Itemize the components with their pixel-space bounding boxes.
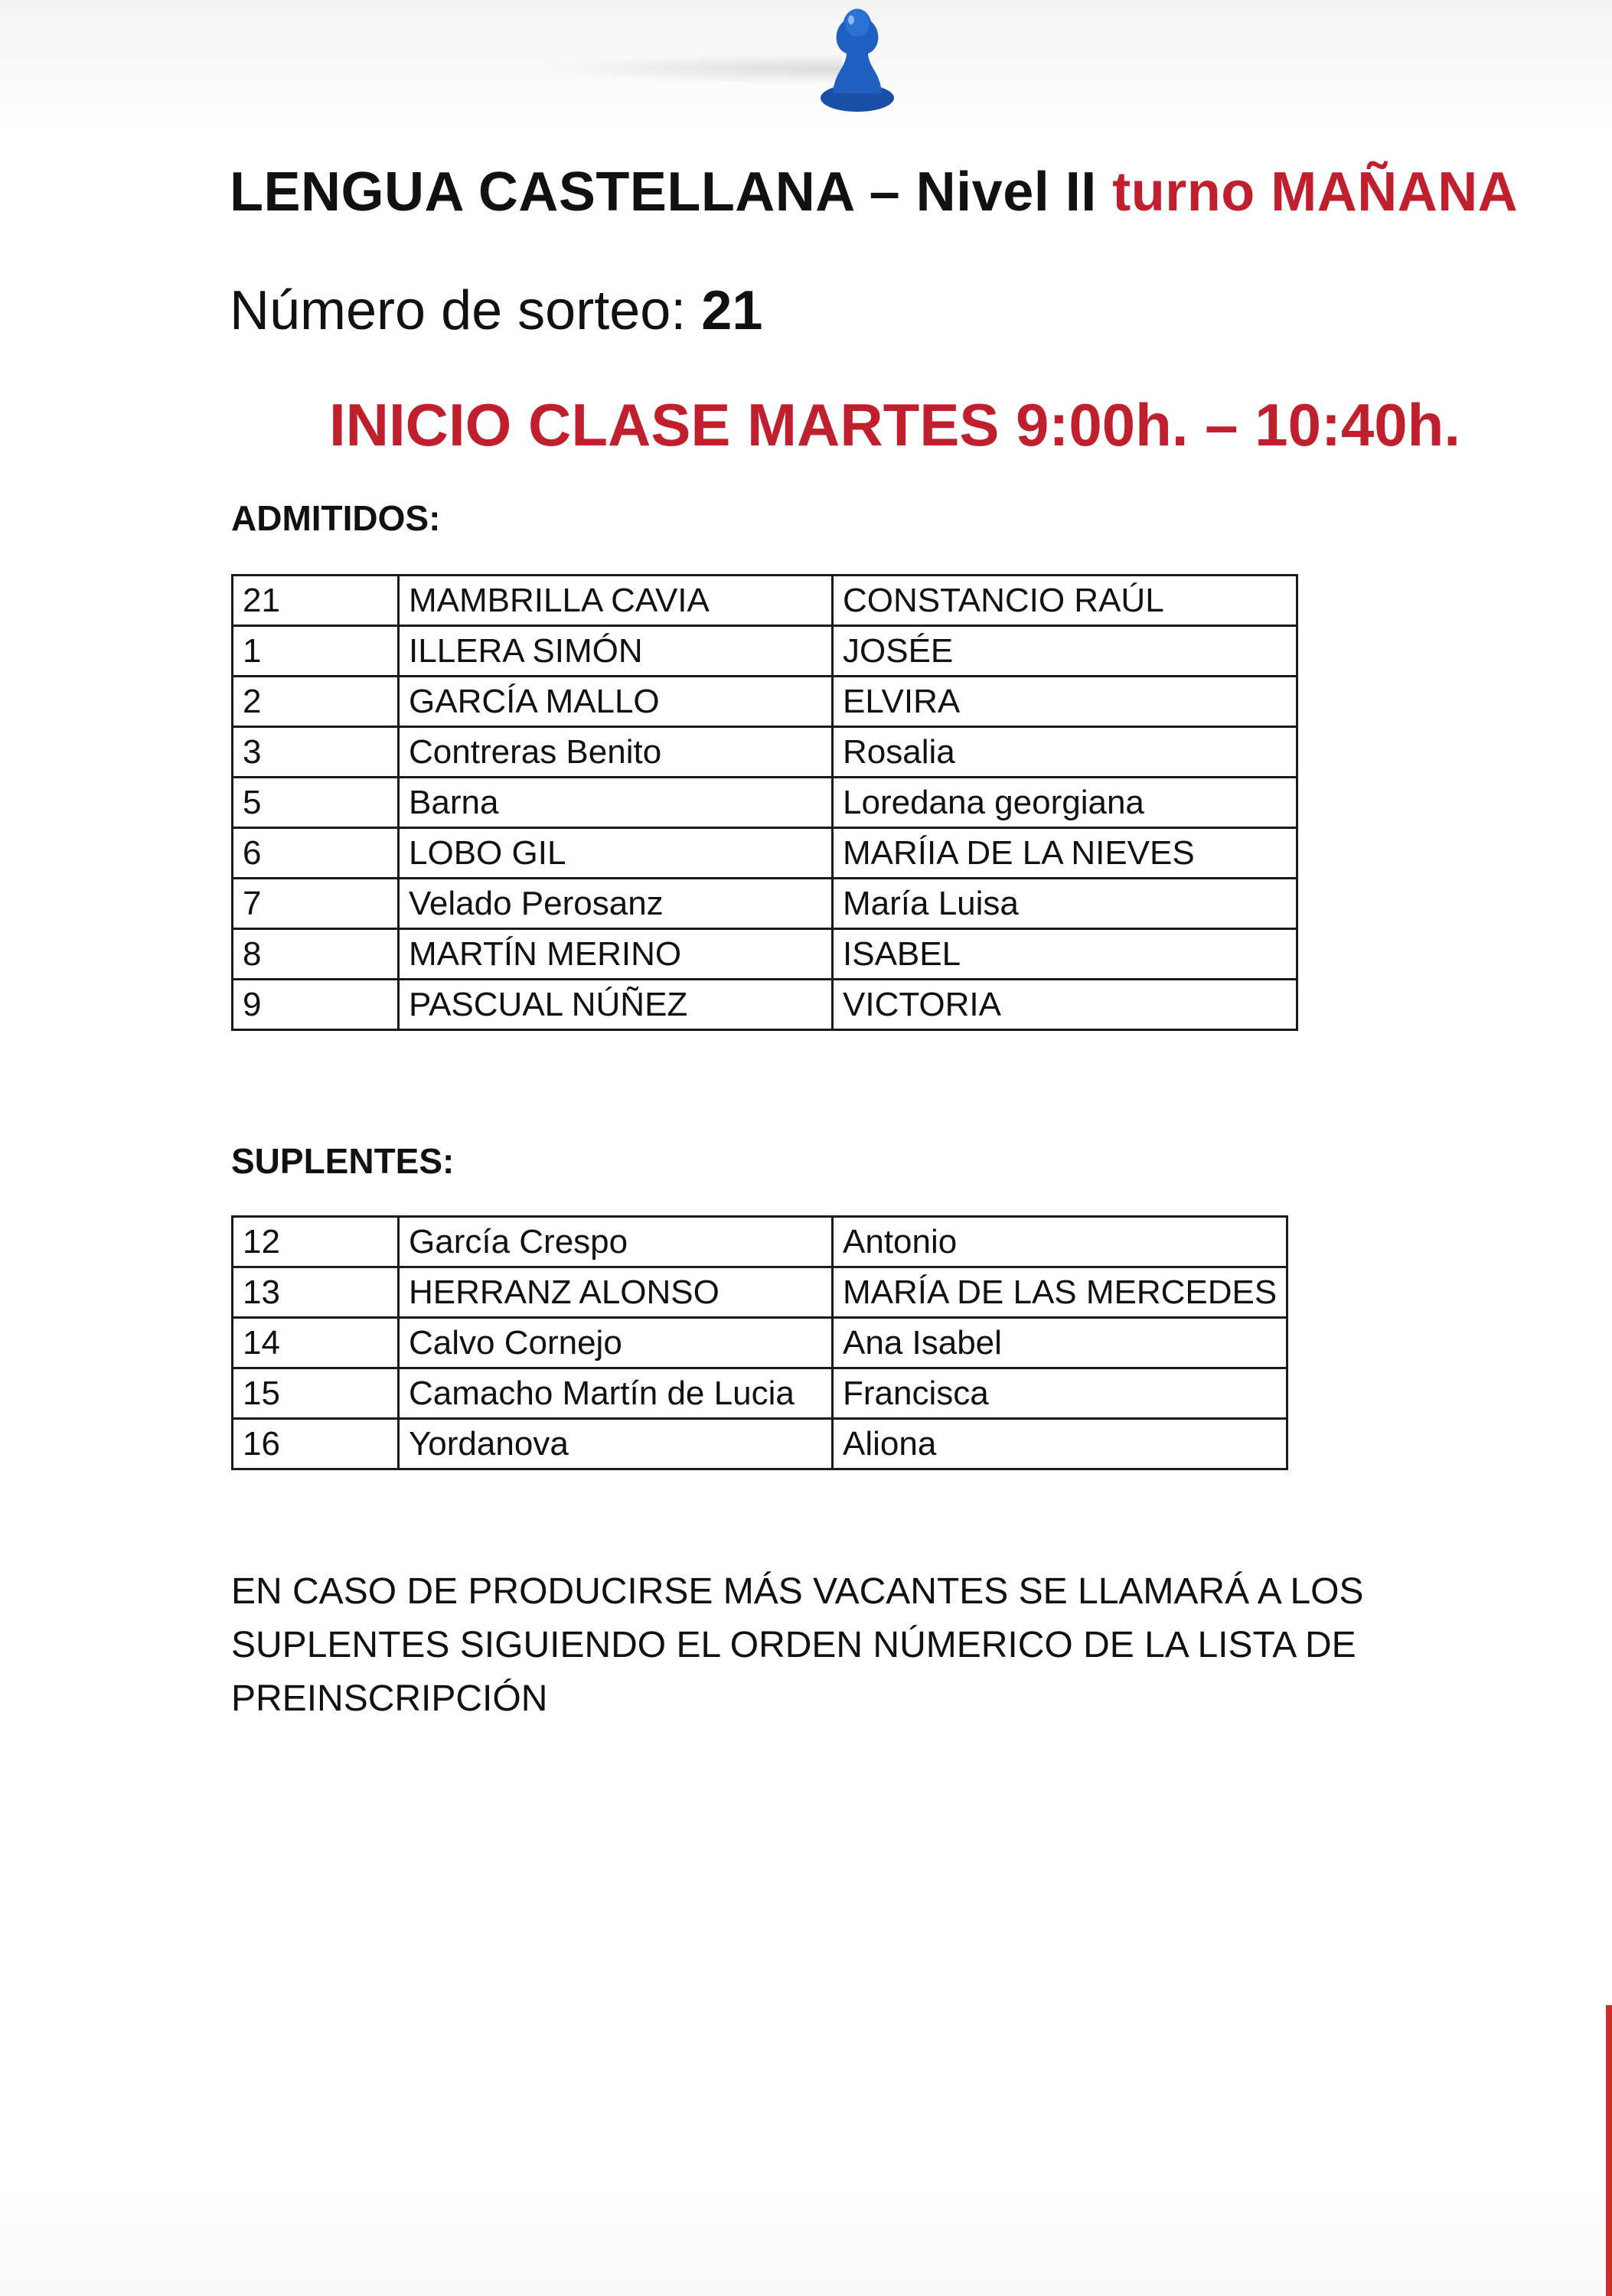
row-surname: Barna — [399, 778, 833, 828]
row-number: 15 — [233, 1368, 399, 1419]
vacancy-note: EN CASO DE PRODUCIRSE MÁS VACANTES SE LLAMARÁ A LOS SUPLENTES SIGUIENDO EL ORDEN NÚMERICO DE LA LISTA DE PREINSCRIPCIÓN — [231, 1571, 1364, 1719]
admitidos-heading: ADMITIDOS: — [231, 498, 441, 538]
table-row — [233, 727, 1297, 778]
table-row — [233, 778, 1297, 828]
pin-shadow — [536, 54, 842, 84]
row-number: 14 — [233, 1318, 399, 1368]
course-title — [230, 161, 1518, 223]
row-given-name: María Luisa — [833, 879, 1297, 929]
row-surname: LOBO GIL — [399, 828, 833, 879]
row-given-name: Ana Isabel — [833, 1318, 1287, 1368]
table-row — [233, 576, 1297, 626]
draw-number-value: 21 — [701, 280, 763, 341]
table-row — [233, 1318, 1287, 1368]
table-row — [233, 1267, 1287, 1318]
table-row — [233, 879, 1297, 929]
push-pin-icon — [811, 0, 903, 115]
row-given-name: ELVIRA — [833, 677, 1297, 727]
row-given-name: Rosalia — [833, 727, 1297, 778]
row-surname: GARCÍA MALLO — [399, 677, 833, 727]
row-number: 12 — [233, 1217, 399, 1267]
draw-number — [230, 279, 762, 342]
course-title-main: LENGUA CASTELLANA – Nivel II — [230, 161, 1113, 223]
row-number: 6 — [233, 828, 399, 879]
row-surname: Contreras Benito — [399, 727, 833, 778]
row-number: 8 — [233, 929, 399, 980]
admitidos-table-body — [233, 576, 1297, 1030]
row-surname: Camacho Martín de Lucia — [399, 1368, 833, 1419]
class-start-time: INICIO CLASE MARTES 9:00h. – 10:40h. — [329, 391, 1461, 458]
table-row — [233, 828, 1297, 879]
table-row — [233, 929, 1297, 980]
row-given-name: Antonio — [833, 1217, 1287, 1267]
row-number: 9 — [233, 980, 399, 1030]
row-surname: HERRANZ ALONSO — [399, 1267, 833, 1318]
row-given-name: MARÍA DE LAS MERCEDES — [833, 1267, 1287, 1318]
row-number: 13 — [233, 1267, 399, 1318]
row-number: 3 — [233, 727, 399, 778]
row-given-name: Loredana georgiana — [833, 778, 1297, 828]
row-surname: Velado Perosanz — [399, 879, 833, 929]
edge-strip — [1606, 2005, 1612, 2296]
table-row — [233, 1419, 1287, 1469]
table-row — [233, 980, 1297, 1030]
table-row — [233, 677, 1297, 727]
row-surname: ILLERA SIMÓN — [399, 626, 833, 677]
table-row — [233, 1368, 1287, 1419]
row-surname: Yordanova — [399, 1419, 833, 1469]
course-shift: turno MAÑANA — [1112, 161, 1519, 223]
row-number: 5 — [233, 778, 399, 828]
row-given-name: Aliona — [833, 1419, 1287, 1469]
row-given-name: Francisca — [833, 1368, 1287, 1419]
row-number: 21 — [233, 576, 399, 626]
row-surname: PASCUAL NÚÑEZ — [399, 980, 833, 1030]
row-number: 2 — [233, 677, 399, 727]
row-number: 16 — [233, 1419, 399, 1469]
row-given-name: CONSTANCIO RAÚL — [833, 576, 1297, 626]
row-surname: Calvo Cornejo — [399, 1318, 833, 1368]
admitidos-table — [231, 574, 1298, 1031]
row-given-name: VICTORIA — [833, 980, 1297, 1030]
row-given-name: JOSÉE — [833, 626, 1297, 677]
row-surname: MARTÍN MERINO — [399, 929, 833, 980]
table-row — [233, 1217, 1287, 1267]
row-number: 7 — [233, 879, 399, 929]
draw-number-label: Número de sorteo: — [230, 280, 702, 341]
row-given-name: MARÍIA DE LA NIEVES — [833, 828, 1297, 879]
row-given-name: ISABEL — [833, 929, 1297, 980]
suplentes-table — [231, 1215, 1288, 1470]
suplentes-table-body — [233, 1217, 1287, 1469]
row-surname: MAMBRILLA CAVIA — [399, 576, 833, 626]
suplentes-heading: SUPLENTES: — [231, 1141, 455, 1181]
table-row — [233, 626, 1297, 677]
row-number: 1 — [233, 626, 399, 677]
row-surname: García Crespo — [399, 1217, 833, 1267]
